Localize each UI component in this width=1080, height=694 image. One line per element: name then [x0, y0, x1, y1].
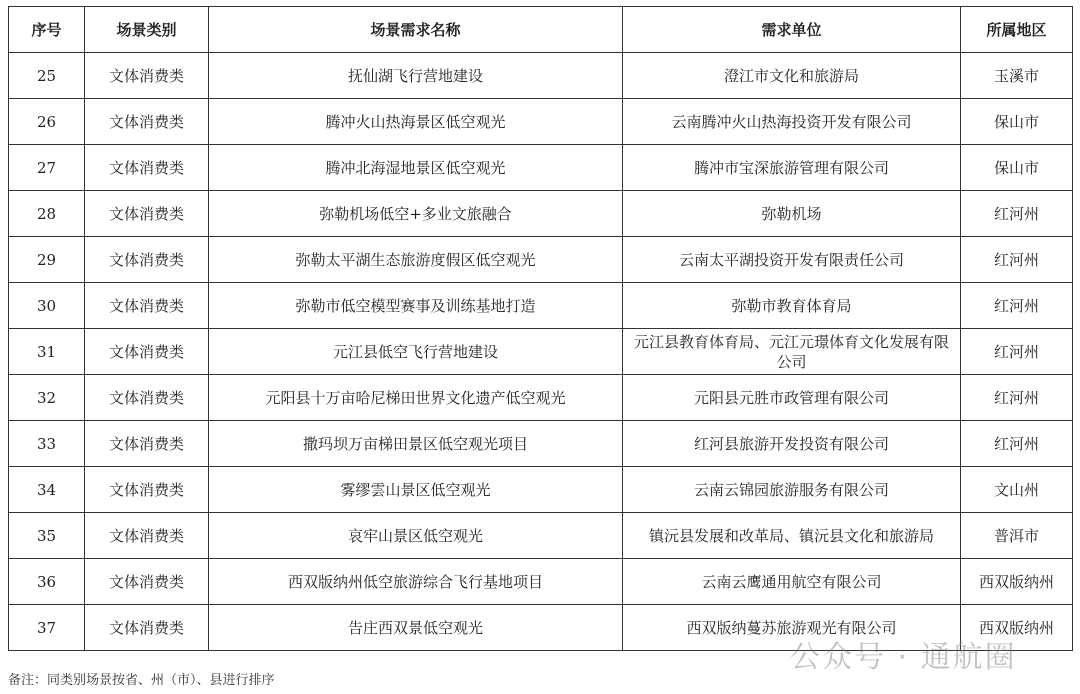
- cell-unit: 弥勒市教育体育局: [623, 283, 961, 329]
- header-region: 所属地区: [961, 7, 1073, 53]
- cell-scenario-name: 腾冲北海湿地景区低空观光: [209, 145, 623, 191]
- table-row: [9, 53, 1073, 99]
- cell-scenario-name: 抚仙湖飞行营地建设: [209, 53, 623, 99]
- cell-unit: 云南云鹰通用航空有限公司: [623, 559, 961, 605]
- header-index: 序号: [9, 7, 85, 53]
- cell-unit: 腾冲市宝深旅游管理有限公司: [623, 145, 961, 191]
- cell-scenario-name: 雾缪雲山景区低空观光: [209, 467, 623, 513]
- cell-index: 27: [9, 145, 85, 191]
- cell-category: 文体消费类: [85, 421, 209, 467]
- cell-region: 红河州: [961, 421, 1073, 467]
- cell-unit: 元阳县元胜市政管理有限公司: [623, 375, 961, 421]
- cell-region: 西双版纳州: [961, 605, 1073, 651]
- header-scenario-name: 场景需求名称: [209, 7, 623, 53]
- table-row: [9, 467, 1073, 513]
- cell-index: 31: [9, 329, 85, 375]
- cell-region: 红河州: [961, 283, 1073, 329]
- table-row: [9, 605, 1073, 651]
- table-row: [9, 375, 1073, 421]
- cell-scenario-name: 西双版纳州低空旅游综合飞行基地项目: [209, 559, 623, 605]
- cell-region: 红河州: [961, 237, 1073, 283]
- cell-index: 35: [9, 513, 85, 559]
- table-row: [9, 329, 1073, 375]
- cell-category: 文体消费类: [85, 53, 209, 99]
- cell-scenario-name: 告庄西双景低空观光: [209, 605, 623, 651]
- table-row: [9, 283, 1073, 329]
- cell-scenario-name: 元阳县十万亩哈尼梯田世界文化遗产低空观光: [209, 375, 623, 421]
- cell-region: 文山州: [961, 467, 1073, 513]
- cell-scenario-name: 弥勒机场低空+多业文旅融合: [209, 191, 623, 237]
- cell-scenario-name: 哀牢山景区低空观光: [209, 513, 623, 559]
- cell-category: 文体消费类: [85, 513, 209, 559]
- cell-category: 文体消费类: [85, 283, 209, 329]
- cell-category: 文体消费类: [85, 237, 209, 283]
- cell-region: 红河州: [961, 375, 1073, 421]
- table-row: [9, 145, 1073, 191]
- table-row: [9, 513, 1073, 559]
- table-header-row: [9, 7, 1073, 53]
- cell-category: 文体消费类: [85, 191, 209, 237]
- cell-unit: 红河县旅游开发投资有限公司: [623, 421, 961, 467]
- cell-category: 文体消费类: [85, 559, 209, 605]
- table-row: [9, 421, 1073, 467]
- cell-scenario-name: 腾冲火山热海景区低空观光: [209, 99, 623, 145]
- cell-scenario-name: 弥勒太平湖生态旅游度假区低空观光: [209, 237, 623, 283]
- cell-index: 28: [9, 191, 85, 237]
- cell-unit: 元江县教育体育局、元江元璟体育文化发展有限公司: [623, 329, 961, 375]
- table-row: [9, 191, 1073, 237]
- cell-category: 文体消费类: [85, 375, 209, 421]
- cell-index: 36: [9, 559, 85, 605]
- cell-index: 33: [9, 421, 85, 467]
- cell-region: 玉溪市: [961, 53, 1073, 99]
- header-category: 场景类别: [85, 7, 209, 53]
- cell-category: 文体消费类: [85, 99, 209, 145]
- cell-index: 34: [9, 467, 85, 513]
- cell-unit: 西双版纳蔓苏旅游观光有限公司: [623, 605, 961, 651]
- cell-unit: 云南太平湖投资开发有限责任公司: [623, 237, 961, 283]
- cell-category: 文体消费类: [85, 467, 209, 513]
- cell-scenario-name: 弥勒市低空模型赛事及训练基地打造: [209, 283, 623, 329]
- cell-region: 保山市: [961, 99, 1073, 145]
- watermark: 公众号 · 通航圈: [790, 640, 1017, 675]
- cell-unit: 镇沅县发展和改革局、镇沅县文化和旅游局: [623, 513, 961, 559]
- table-row: [9, 559, 1073, 605]
- table-row: [9, 99, 1073, 145]
- cell-region: 保山市: [961, 145, 1073, 191]
- table-row: [9, 237, 1073, 283]
- header-unit: 需求单位: [623, 7, 961, 53]
- cell-scenario-name: 元江县低空飞行营地建设: [209, 329, 623, 375]
- footnote: 备注：同类别场景按省、州（市）、县进行排序: [8, 673, 275, 688]
- cell-region: 西双版纳州: [961, 559, 1073, 605]
- cell-index: 30: [9, 283, 85, 329]
- cell-unit: 云南云锦园旅游服务有限公司: [623, 467, 961, 513]
- cell-region: 红河州: [961, 329, 1073, 375]
- cell-region: 普洱市: [961, 513, 1073, 559]
- scenario-table: [8, 6, 1073, 651]
- cell-index: 25: [9, 53, 85, 99]
- cell-category: 文体消费类: [85, 329, 209, 375]
- cell-index: 29: [9, 237, 85, 283]
- cell-unit: 弥勒机场: [623, 191, 961, 237]
- cell-scenario-name: 撒玛坝万亩梯田景区低空观光项目: [209, 421, 623, 467]
- cell-index: 26: [9, 99, 85, 145]
- cell-region: 红河州: [961, 191, 1073, 237]
- cell-index: 37: [9, 605, 85, 651]
- cell-index: 32: [9, 375, 85, 421]
- cell-unit: 澄江市文化和旅游局: [623, 53, 961, 99]
- cell-unit: 云南腾冲火山热海投资开发有限公司: [623, 99, 961, 145]
- cell-category: 文体消费类: [85, 145, 209, 191]
- cell-category: 文体消费类: [85, 605, 209, 651]
